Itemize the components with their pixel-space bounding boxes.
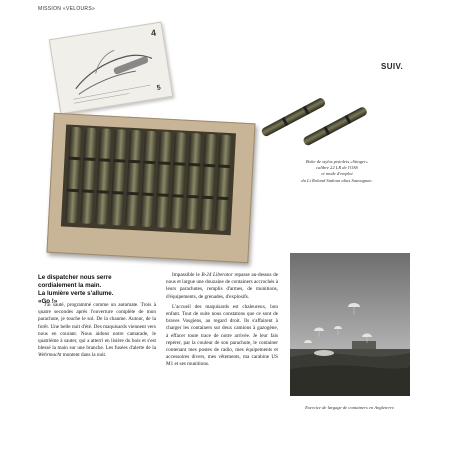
body-text: J'ai sauté, programmé comme un automate. Trois à quatre secondes après l'ouverture complète de mon parachute, je touche le sol. De la chaume. Autour, de la forêt. Une belle nuit d'été. Des maquisards viennent vers nous en courant. Nous aidons notre camarade, le quatrième à sauter, qui a atterri en lisière du bois et s'est blessé la main sur une branche. Les fusées d'alerte de la [38,302,156,352]
lead-line: cordialement la main. [38,282,102,289]
stinger-pen [200,134,217,230]
box-interior [61,124,236,235]
loose-stinger-pens-image [255,78,375,148]
lead-line: «Go !» [38,298,58,305]
caption-line: du Lt Roland Sadoun alias Sauvagnac. [301,177,373,183]
stinger-pen [95,128,112,224]
body-paragraph: L'accueil des maquisards est chaleureux, bon enfant. Tout de suite nous constatons que ce sont de braves Vosgiens, au regard droit. Ils s'affairent à charger les containers sur deux camions à gazogène, à effacer toute trace de notre arrivée. Je leur fais repérer, par la couleur de son parachute, le container contenant mes postes de radio, mes équipements et accessoires divers, mes vêtements, ma carabine US M1 et ses munitions. [166,303,278,368]
lead-line: La lumière verte s'allume. [38,290,114,297]
body-paragraph [166,272,278,301]
stinger-pen [155,131,172,227]
stinger-pen [65,127,82,223]
manual-page-number-top: 4 [150,27,157,39]
lead-line: Le dispatcher nous serre [38,274,112,281]
stinger-pen [80,127,97,223]
photo-caption: Exercice de largage de containers en Angleterre. [305,405,395,410]
stinger-pen [125,130,142,226]
caption-line: calibre 22 LR de l'OSS [316,165,358,171]
stinger-caption [272,159,402,184]
body-text: Impassible le [172,272,202,278]
manual-page-number-bottom: 5 [156,84,162,93]
stinger-pen [185,133,202,229]
caption-line: Boîte de stylos pistolets «Stinger» [305,159,369,164]
section-header: MISSION «VELOURS» [38,6,96,12]
stinger-box-image [46,113,255,263]
stinger-pen [110,129,127,225]
stinger-pen [170,132,187,228]
body-text: montent dans la nuit. [61,352,107,359]
stinger-pen [215,135,232,231]
body-column-2 [166,272,278,369]
body-column-1 [38,302,156,360]
parachute-drop-photo [290,253,410,396]
body-italic: Wehrmacht [38,352,62,359]
body-paragraph [38,302,156,360]
stinger-pen [140,131,157,227]
next-label: SUIV. [381,62,404,71]
caption-line: et mode d'emploi [321,171,353,177]
instruction-manual-image [49,22,173,115]
body-text: repasse au-dessus de nous et largue une douzaine de containers accrochés à leurs parachutes, remplis d'armes, de munitions, d'équipements, de grenades, d'explosifs. [166,272,278,300]
body-italic: B-24 Liberator [201,272,233,278]
